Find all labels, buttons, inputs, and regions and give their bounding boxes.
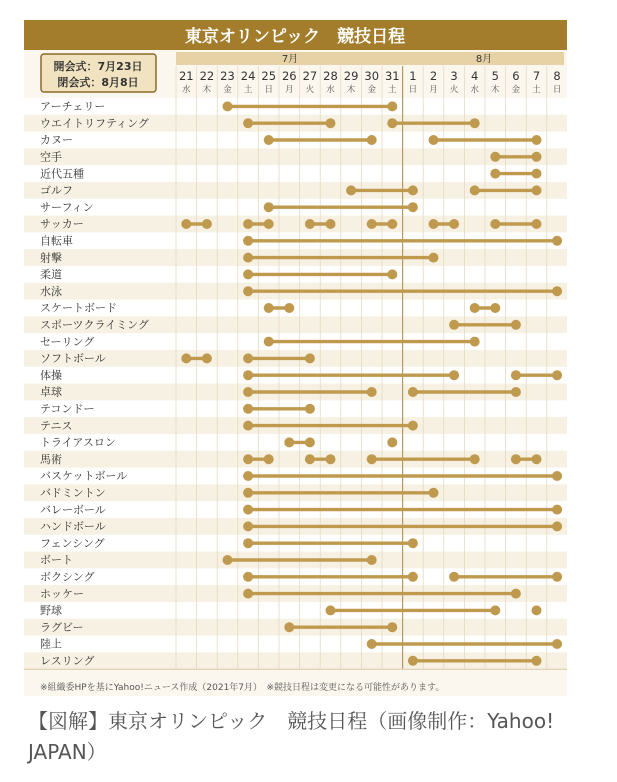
- sport-label: 近代五種: [40, 167, 84, 181]
- sport-label: ホッケー: [40, 587, 84, 601]
- sport-label: 射撃: [40, 251, 62, 265]
- event-end-dot: [408, 202, 418, 212]
- sport-label: アーチェリー: [40, 100, 106, 114]
- day-number-label: 29: [343, 69, 359, 83]
- event-end-dot: [449, 219, 459, 229]
- month-label-july: 7月: [281, 54, 299, 65]
- event-start-dot: [449, 320, 459, 330]
- day-number-label: 3: [450, 69, 458, 83]
- event-start-dot: [305, 454, 315, 464]
- event-end-dot: [552, 521, 562, 531]
- day-number-label: 21: [178, 69, 194, 83]
- sport-label: 体操: [40, 368, 62, 382]
- sport-label: サーフィン: [40, 200, 94, 214]
- event-start-dot: [243, 253, 253, 263]
- day-number-label: 7: [532, 69, 541, 83]
- event-start-dot: [284, 622, 294, 632]
- event-end-dot: [367, 387, 377, 397]
- chart-title: 東京オリンピック 競技日程: [184, 27, 406, 47]
- event-start-dot: [449, 572, 459, 582]
- sport-label: バレーボール: [40, 503, 106, 517]
- weekday-label: 金: [223, 85, 232, 95]
- day-number-label: 27: [302, 69, 318, 83]
- event-start-dot: [367, 219, 377, 229]
- event-end-dot: [305, 404, 315, 414]
- sport-label: サッカー: [40, 217, 84, 231]
- sport-label: ボート: [40, 553, 73, 567]
- event-start-dot: [284, 437, 294, 447]
- event-start-dot: [243, 589, 253, 599]
- event-end-dot: [264, 454, 274, 464]
- weekday-label: 水: [182, 85, 191, 95]
- event-end-dot: [552, 370, 562, 380]
- event-end-dot: [552, 236, 562, 246]
- event-end-dot: [387, 269, 397, 279]
- weekday-label: 土: [388, 85, 397, 95]
- event-start-dot: [243, 404, 253, 414]
- sport-label: 陸上: [40, 637, 62, 651]
- day-number-label: 4: [471, 69, 479, 83]
- event-start-dot: [346, 185, 356, 195]
- day-number-label: 6: [512, 69, 520, 83]
- sport-label: スケートボード: [40, 301, 117, 315]
- event-start-dot: [243, 387, 253, 397]
- sport-label: 野球: [40, 604, 62, 618]
- event-end-dot: [408, 538, 418, 548]
- sport-label: 柔道: [40, 268, 62, 282]
- sport-label: ゴルフ: [40, 184, 73, 198]
- day-number-label: 31: [384, 69, 400, 83]
- weekday-label: 日: [264, 85, 273, 95]
- event-start-dot: [264, 202, 274, 212]
- weekday-label: 木: [202, 85, 212, 95]
- opening-ceremony-label: 開会式：7月23日: [53, 60, 143, 73]
- event-start-dot: [243, 488, 253, 498]
- sport-label: カヌー: [40, 133, 73, 147]
- event-end-dot: [532, 135, 542, 145]
- weekday-label: 土: [243, 85, 253, 95]
- event-start-dot: [470, 185, 480, 195]
- day-number-label: 5: [491, 69, 499, 83]
- event-start-dot: [243, 538, 253, 548]
- event-end-dot: [408, 185, 418, 195]
- figure-caption: 【図解】東京オリンピック 競技日程（画像制作：Yahoo! JAPAN）: [28, 709, 555, 764]
- event-start-dot: [429, 219, 439, 229]
- event-end-dot: [470, 337, 480, 347]
- event-start-dot: [264, 337, 274, 347]
- sport-label: バスケットボール: [40, 469, 128, 483]
- weekday-label: 木: [346, 85, 356, 95]
- event-end-dot: [552, 286, 562, 296]
- sport-label: ウエイトリフティング: [40, 116, 149, 130]
- event-start-dot: [367, 639, 377, 649]
- weekday-label: 水: [470, 85, 479, 95]
- weekday-label: 火: [449, 85, 459, 95]
- event-end-dot: [326, 219, 336, 229]
- sport-label: 卓球: [40, 385, 62, 399]
- weekday-label: 金: [367, 85, 376, 95]
- event-start-dot: [490, 152, 500, 162]
- sport-label: 自転車: [40, 234, 73, 248]
- event-end-dot: [387, 219, 397, 229]
- event-end-dot: [511, 320, 521, 330]
- event-start-dot: [532, 605, 542, 615]
- day-number-label: 23: [220, 69, 235, 83]
- sport-label: テニス: [40, 419, 73, 433]
- event-start-dot: [223, 101, 233, 111]
- schedule-row: [24, 216, 567, 233]
- event-end-dot: [532, 454, 542, 464]
- sport-label: ラグビー: [40, 620, 84, 634]
- event-end-dot: [470, 454, 480, 464]
- sport-label: フェンシング: [40, 536, 105, 550]
- sport-label: セーリング: [40, 335, 95, 349]
- event-start-dot: [243, 219, 253, 229]
- event-end-dot: [408, 572, 418, 582]
- event-end-dot: [490, 605, 500, 615]
- event-end-dot: [387, 622, 397, 632]
- weekday-label: 月: [429, 85, 438, 95]
- event-end-dot: [470, 118, 480, 128]
- event-end-dot: [202, 353, 212, 363]
- event-start-dot: [490, 169, 500, 179]
- event-start-dot: [243, 118, 253, 128]
- sport-label: バドミントン: [40, 486, 106, 500]
- weekday-label: 日: [408, 85, 418, 95]
- day-number-label: 25: [261, 69, 277, 83]
- event-end-dot: [367, 555, 377, 565]
- event-start-dot: [490, 219, 500, 229]
- event-end-dot: [429, 253, 439, 263]
- sport-label: スポーツクライミング: [40, 318, 149, 332]
- weekday-label: 木: [491, 85, 500, 95]
- weekday-label: 土: [532, 85, 541, 95]
- event-start-dot: [243, 421, 253, 431]
- event-start-dot: [181, 219, 191, 229]
- event-start-dot: [243, 236, 253, 246]
- event-start-dot: [243, 454, 253, 464]
- event-start-dot: [511, 454, 521, 464]
- schedule-row: [24, 148, 567, 165]
- event-end-dot: [511, 387, 521, 397]
- event-end-dot: [326, 118, 336, 128]
- weekday-label: 火: [305, 85, 315, 95]
- event-start-dot: [408, 387, 418, 397]
- day-number-label: 8: [553, 69, 561, 83]
- event-start-dot: [181, 353, 191, 363]
- event-start-dot: [243, 353, 253, 363]
- sport-label: ボクシング: [40, 570, 95, 584]
- event-end-dot: [532, 219, 542, 229]
- event-end-dot: [408, 421, 418, 431]
- event-end-dot: [264, 219, 274, 229]
- event-start-dot: [243, 471, 253, 481]
- event-start-dot: [429, 135, 439, 145]
- event-end-dot: [367, 135, 377, 145]
- chart-footnote: ※組織委HPを基にYahoo!ニュース作成（2021年7月） ※競技日程は変更になる可能性があります。: [40, 683, 445, 693]
- event-start-dot: [243, 269, 253, 279]
- schedule-row: [24, 165, 567, 182]
- event-start-dot: [243, 286, 253, 296]
- schedule-row: [24, 451, 567, 468]
- sport-label: トライアスロン: [40, 436, 116, 450]
- event-start-dot: [243, 572, 253, 582]
- event-start-dot: [387, 437, 397, 447]
- event-start-dot: [264, 135, 274, 145]
- event-end-dot: [532, 152, 542, 162]
- month-label-august: 8月: [475, 54, 493, 65]
- event-start-dot: [387, 118, 397, 128]
- event-end-dot: [429, 488, 439, 498]
- weekday-label: 月: [285, 85, 294, 95]
- sport-label: レスリング: [40, 654, 95, 668]
- sport-label: 馬術: [40, 452, 62, 466]
- event-start-dot: [408, 656, 418, 666]
- sport-label: ソフトボール: [40, 352, 106, 366]
- event-end-dot: [490, 303, 500, 313]
- event-end-dot: [552, 639, 562, 649]
- sport-label: テコンドー: [40, 402, 95, 416]
- weekday-label: 水: [326, 85, 335, 95]
- weekday-label: 金: [511, 85, 521, 95]
- day-number-label: 2: [429, 69, 438, 83]
- event-start-dot: [243, 370, 253, 380]
- event-end-dot: [552, 572, 562, 582]
- event-end-dot: [305, 437, 315, 447]
- day-number-label: 30: [364, 69, 380, 83]
- event-end-dot: [202, 219, 212, 229]
- event-start-dot: [243, 521, 253, 531]
- sport-label: 水泳: [40, 284, 62, 298]
- day-number-label: 24: [240, 69, 256, 83]
- event-end-dot: [449, 370, 459, 380]
- event-end-dot: [532, 185, 542, 195]
- event-start-dot: [326, 605, 336, 615]
- event-end-dot: [552, 471, 562, 481]
- event-end-dot: [532, 169, 542, 179]
- schedule-chart: [24, 20, 567, 696]
- event-start-dot: [470, 303, 480, 313]
- day-number-label: 28: [323, 69, 338, 83]
- day-number-label: 22: [199, 69, 215, 83]
- sport-label: 空手: [40, 150, 62, 164]
- closing-ceremony-label: 閉会式：8月8日: [57, 76, 139, 89]
- day-number-label: 1: [409, 69, 417, 83]
- event-start-dot: [511, 370, 521, 380]
- weekday-label: 日: [552, 85, 562, 95]
- sport-label: ハンドボール: [40, 520, 106, 534]
- day-number-label: 26: [281, 69, 297, 83]
- event-end-dot: [532, 656, 542, 666]
- event-start-dot: [264, 303, 274, 313]
- event-end-dot: [387, 101, 397, 111]
- event-end-dot: [326, 454, 336, 464]
- event-start-dot: [223, 555, 233, 565]
- event-start-dot: [243, 505, 253, 515]
- event-start-dot: [367, 454, 377, 464]
- event-end-dot: [552, 505, 562, 515]
- event-start-dot: [305, 219, 315, 229]
- event-end-dot: [305, 353, 315, 363]
- event-end-dot: [284, 303, 294, 313]
- event-end-dot: [511, 589, 521, 599]
